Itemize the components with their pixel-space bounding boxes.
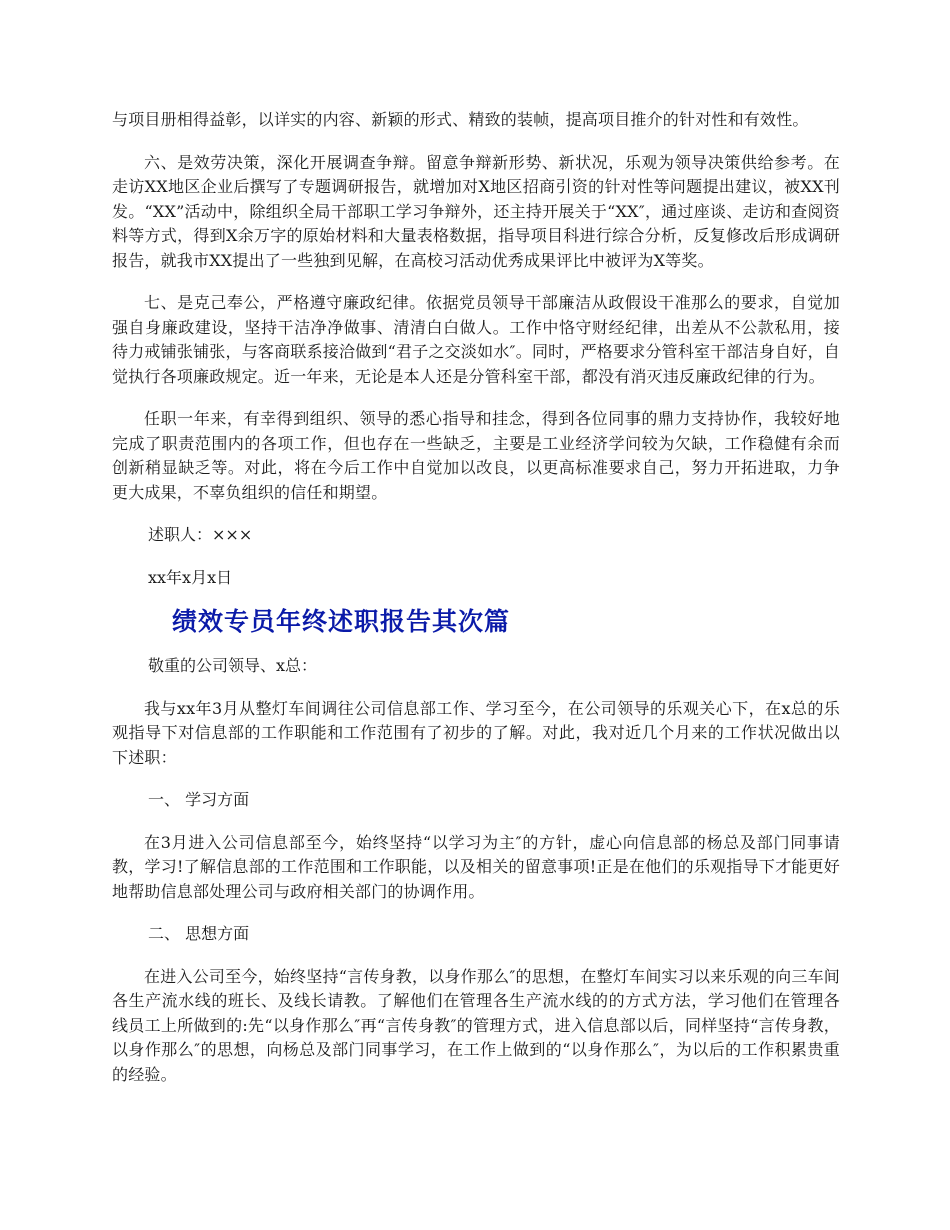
section-one-title: 一、 学习方面	[148, 790, 250, 809]
section-two-body: 在进入公司至今，始终坚持“言传身教，以身作那么″的思想，在整灯车间实习以来乐观的向三车间各生产流水线的班长、及线长请教。了解他们在管理各生产流水线的的方式方法，学习他们在管理各线员工上所做到的:先“以身作那么″再“言传身教″的管理方式，进入信息部以后，同样坚持“言传身教，以身作那么″的思想，向杨总及部门同事学习，在工作上做到的“以身作那么″，为以后的工作积累贵重的经验。	[112, 966, 840, 1084]
salutation: 敬重的公司领导、x总：	[148, 656, 318, 675]
paragraph-six: 六、是效劳决策，深化开展调查争辩。留意争辩新形势、新状况，乐观为领导决策供给参考。在走访XX地区企业后撰写了专题调研报告，就增加对X地区招商引资的针对性等问题提出建议，被XX刊发。“XX”活动中，除组织全局干部职工学习争辩外，还主持开展关于“XX″，通过座谈、走访和查阅资料等方式，得到X余万字的原始材料和大量表格数据，指导项目科进行综合分析，反复修改后形成调研报告，就我市XX提出了一些独到见解，在高校习活动优秀成果评比中被评为X等奖。	[112, 152, 840, 270]
paragraph-continuation: 与项目册相得益彰，以详实的内容、新颖的形式、精致的装帧，提高项目推介的针对性和有效性。	[112, 110, 809, 129]
intro-paragraph: 我与xx年3月从整灯车间调往公司信息部工作、学习至今，在公司领导的乐观关心下，在x总的乐观指导下对信息部的工作职能和工作范围有了初步的了解。对此，我对近几个月来的工作状况做出以下述职：	[112, 698, 840, 767]
section-two-title: 二、 思想方面	[148, 924, 250, 943]
document-page	[112, 108, 840, 1087]
date-line: xx年x月x日	[148, 567, 233, 587]
paragraph-summary: 任职一年来，有幸得到组织、领导的悉心指导和挂念，得到各位同事的鼎力支持协作，我较好地完成了职责范围内的各项工作，但也存在一些缺乏，主要是工业经济学问较为欠缺，工作稳健有余而创新稍显缺乏等。对此，将在今后工作中自觉加以改良，以更高标准要求自己，努力开拓进取，力争更大成果，不辜负组织的信任和期望。	[112, 409, 840, 502]
section-one-body: 在3月进入公司信息部至今，始终坚持“以学习为主″的方针，虚心向信息部的杨总及部门同事请教，学习!了解信息部的工作范围和工作职能，以及相关的留意事项!正是在他们的乐观指导下才能更好地帮助信息部处理公司与政府相关部门的协调作用。	[112, 832, 840, 901]
section-heading: 绩效专员年终述职报告其次篇	[172, 607, 511, 636]
signature-line: 述职人：×××	[148, 525, 253, 544]
paragraph-seven: 七、是克己奉公，严格遵守廉政纪律。依据党员领导干部廉洁从政假设干准那么的要求，自觉加强自身廉政建设，坚持干洁净净做事、清清白白做人。工作中恪守财经纪律，出差从不公款私用，接待力戒铺张铺张，与客商联系接洽做到“君子之交淡如水″。同时，严格要求分管科室干部洁身自好，自觉执行各项廉政规定。近一年来，无论是本人还是分管科室干部，都没有消灭违反廉政纪律的行为。	[112, 293, 840, 386]
